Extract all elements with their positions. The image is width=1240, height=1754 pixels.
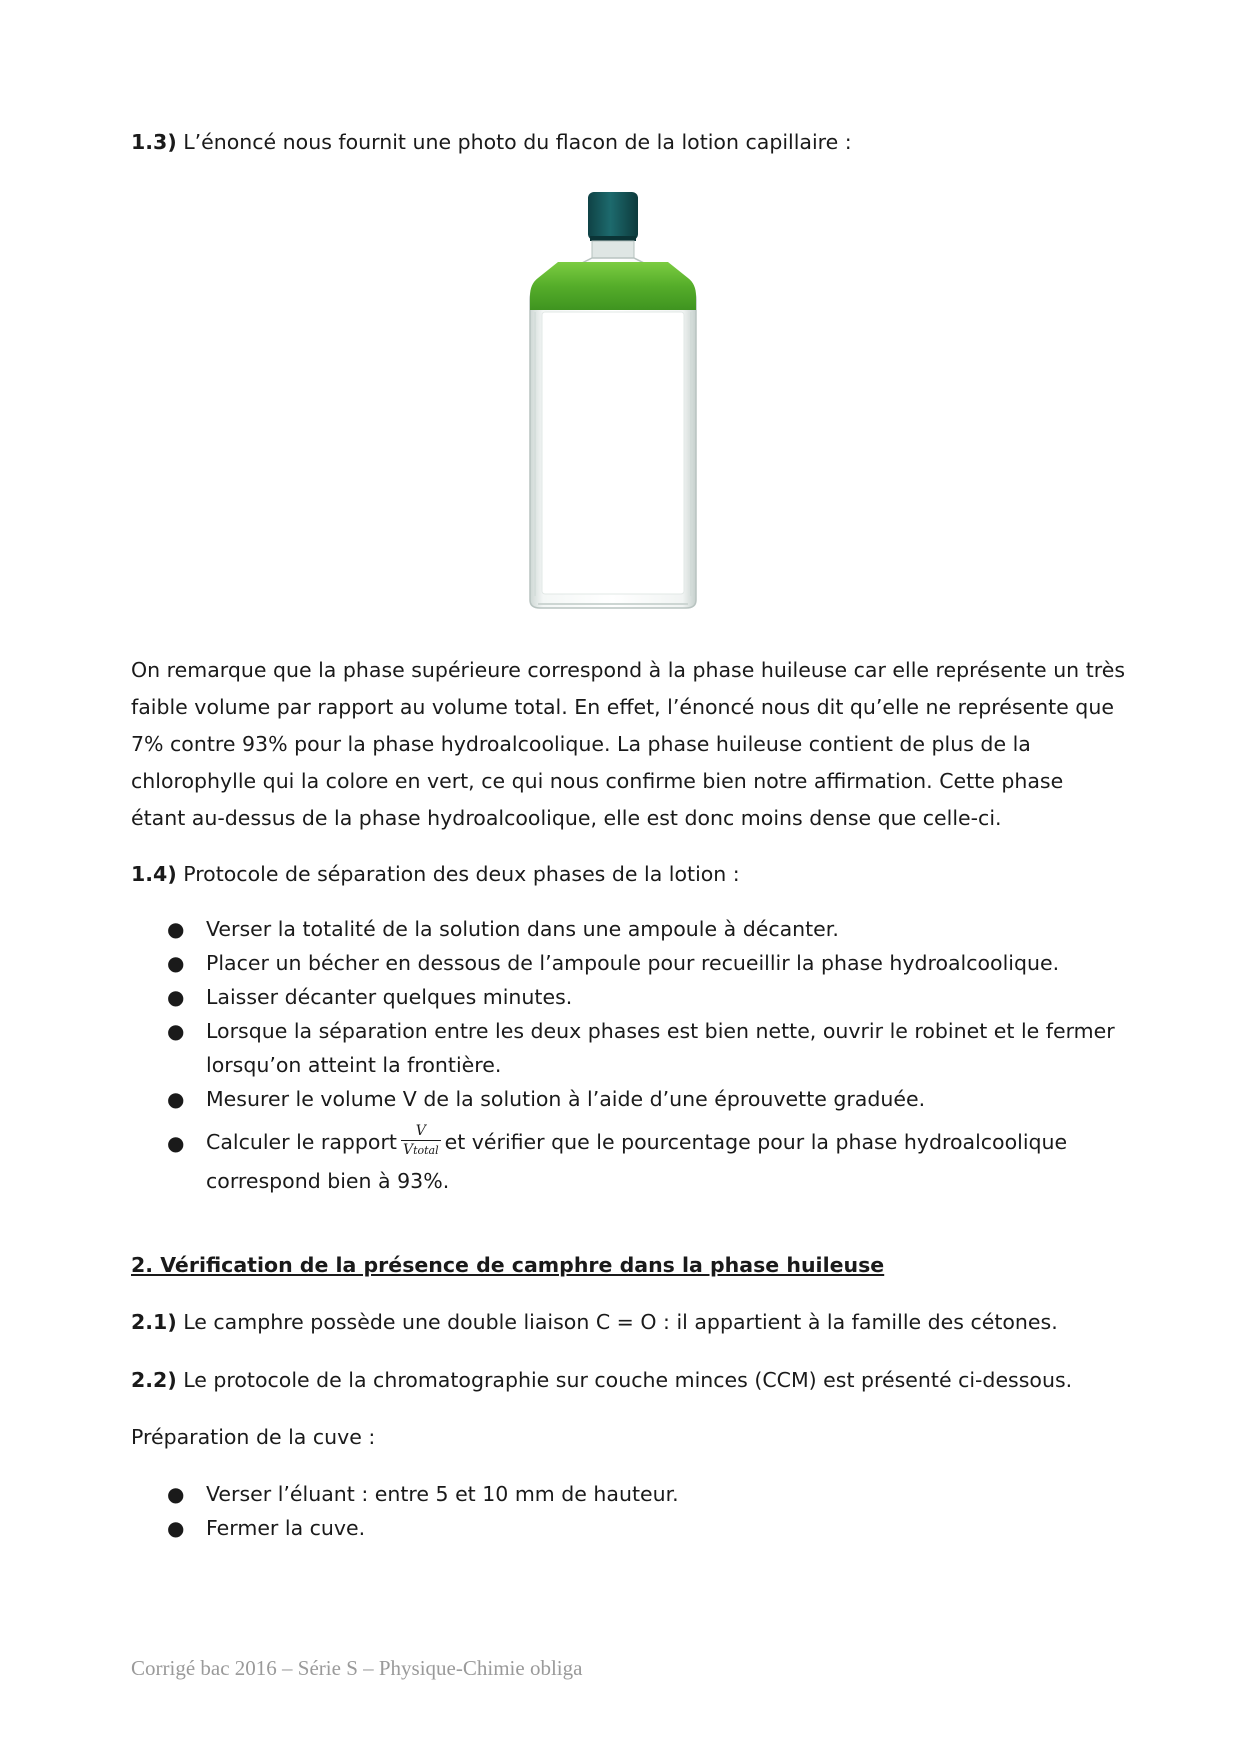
section-text: Le protocole de la chromatographie sur couche minces (CCM) est présenté ci-dessous.: [176, 1368, 1073, 1392]
section-text: Protocole de séparation des deux phases de la lotion :: [176, 862, 740, 886]
subsection-title: Préparation de la cuve :: [131, 1425, 376, 1449]
list-item-text: lorsqu’on atteint la frontière.: [206, 1053, 502, 1077]
section-2-heading: [131, 1247, 1121, 1284]
list-item-text: correspond bien à 93%.: [206, 1169, 450, 1193]
separation-protocol-list: [131, 912, 1121, 1198]
section-2-2-paragraph: [131, 1362, 1121, 1399]
list-item-text: Verser la totalité de la solution dans une ampoule à décanter.: [206, 917, 839, 941]
bottle-label: [542, 312, 684, 594]
list-item: [131, 1014, 1121, 1082]
section-number: 1.4): [131, 862, 177, 886]
list-item-text: Fermer la cuve.: [206, 1516, 366, 1540]
bullet-icon: ●: [167, 1019, 185, 1043]
fraction-denominator: [401, 1141, 441, 1159]
bullet-icon: ●: [167, 917, 185, 941]
list-item: [131, 1120, 1121, 1198]
page-footer: Corrigé bac 2016 – Série S – Physique-Chimie obliga: [131, 1656, 583, 1680]
list-item: [131, 912, 1121, 946]
section-1-4-paragraph: [131, 856, 1121, 893]
fraction-denominator-symbol: V: [402, 1142, 414, 1158]
list-item: [131, 1477, 1121, 1511]
section-1-3-paragraph: [131, 124, 1121, 161]
bullet-icon: ●: [167, 1087, 185, 1111]
lotion-bottle-image: [528, 188, 708, 616]
section-number: 2.2): [131, 1368, 177, 1392]
section-text: Le camphre possède une double liaison C = O : il appartient à la famille des cétones.: [176, 1310, 1058, 1334]
fraction-numerator: V: [401, 1123, 441, 1141]
section-2-1-paragraph: [131, 1304, 1121, 1341]
list-item-text: Placer un bécher en dessous de l’ampoule pour recueillir la phase hydroalcoolique.: [206, 951, 1060, 975]
list-item-text: Calculer le rapport: [206, 1130, 397, 1154]
bullet-icon: ●: [167, 1516, 185, 1540]
cuve-preparation-title: [131, 1419, 1121, 1456]
list-item-text: et vérifier que le pourcentage pour la phase hydroalcoolique: [444, 1130, 1068, 1154]
interpretation-paragraph: [131, 652, 1125, 837]
bullet-icon: ●: [167, 1482, 185, 1506]
section-heading-text: 2. Vérification de la présence de camphre dans la phase huileuse: [131, 1253, 885, 1277]
oil-phase: [530, 262, 696, 310]
bullet-icon: ●: [167, 985, 185, 1009]
list-item: [131, 980, 1121, 1014]
list-item-text: Verser l’éluant : entre 5 et 10 mm de hauteur.: [206, 1482, 679, 1506]
fraction-subscript: total: [413, 1144, 439, 1157]
text-line: chlorophylle qui la colore en vert, ce qui nous confirme bien notre affirmation. Cette phase: [131, 769, 1064, 793]
list-item-text: Laisser décanter quelques minutes.: [206, 985, 573, 1009]
list-item: [131, 1511, 1121, 1545]
section-text: L’énoncé nous fournit une photo du flacon de la lotion capillaire :: [176, 130, 852, 154]
bullet-icon: ●: [167, 951, 185, 975]
list-item-text: Mesurer le volume V de la solution à l’aide d’une éprouvette graduée.: [206, 1087, 926, 1111]
text-line: faible volume par rapport au volume total. En effet, l’énoncé nous dit qu’elle ne représente que: [131, 695, 1114, 719]
volume-ratio-fraction: [401, 1123, 441, 1159]
bottle-cap: [588, 192, 638, 240]
text-line: On remarque que la phase supérieure correspond à la phase huileuse car elle représente un très: [131, 658, 1125, 682]
bottle-neck: [592, 241, 634, 259]
list-item: [131, 1082, 1121, 1116]
section-number: 2.1): [131, 1310, 177, 1334]
text-line: 7% contre 93% pour la phase hydroalcoolique. La phase huileuse contient de plus de la: [131, 732, 1031, 756]
cuve-preparation-list: [131, 1477, 1121, 1545]
list-item: [131, 946, 1121, 980]
section-number: 1.3): [131, 130, 177, 154]
bullet-icon: ●: [167, 1131, 185, 1155]
list-item-text: Lorsque la séparation entre les deux phases est bien nette, ouvrir le robinet et le fermer: [206, 1019, 1115, 1043]
text-line: étant au-dessus de la phase hydroalcoolique, elle est donc moins dense que celle-ci.: [131, 806, 1002, 830]
